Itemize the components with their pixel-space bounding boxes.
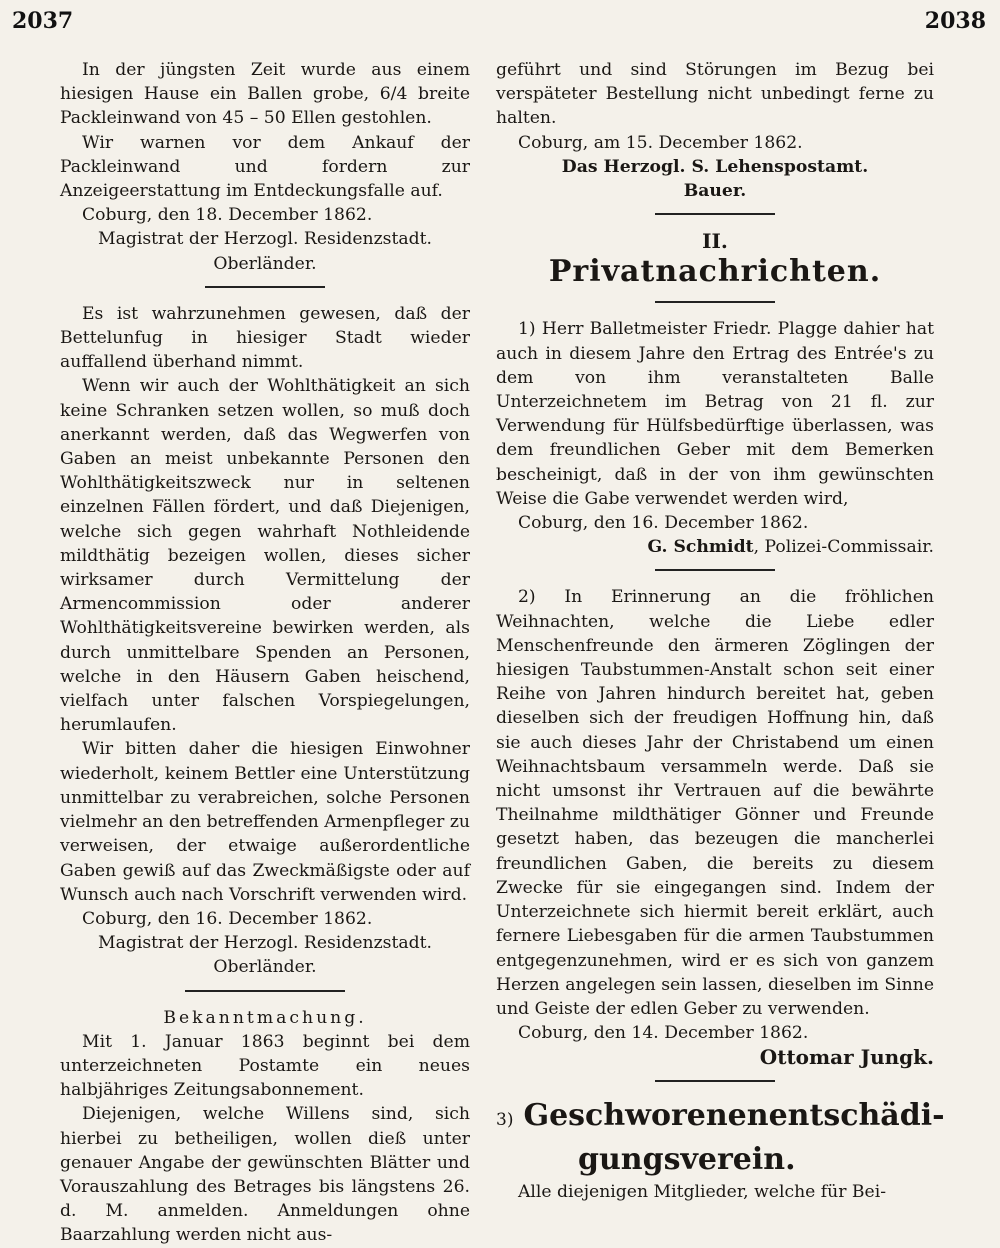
announcement-signature-name: Bauer. bbox=[683, 181, 747, 202]
section-title: Privatnachrichten. bbox=[548, 254, 882, 290]
right-column bbox=[496, 58, 945, 1204]
notice-begging-signature-name: Oberländer. bbox=[213, 957, 317, 978]
private-notice-3-title-line2: gungsverein. bbox=[578, 1141, 796, 1177]
notice-begging-body: Wenn wir auch der Wohlthätigkeit an sich keine Schranken setzen wollen, so muß doch anerkannt werden, daß das Wegwerfen von Gaben an meist unbekannte Personen den Wohlthätigkeitszweck nur in seltenen einzelnen Fällen fördert, und daß Diejenigen, welche sich gegen wahrhaft Nothleidende mildthätig bezeigen wollen, dieses sicher wirksamer durch Vermittelung der Armencommission oder anderer Wohlthätigkeitsvereine bewirken werden, als durch unmittelbare Spenden an Personen, welche in den Häusern Gaben heischend, vielfach unter falschen Vorspiegelungen, herumlaufen. bbox=[60, 376, 470, 736]
private-notice-1-date: Coburg, den 16. December 1862. bbox=[518, 513, 809, 534]
private-notice-1: 1) Herr Balletmeister Friedr. Plagge dahier hat auch in diesem Jahre den Ertrag des Entrée's zu dem von ihm veranstalteten Balle Unterzeichnetem im Betrag von 21 fl. zur Verwendung für Hülfsbedürftige überlassen, was dem freundlichen Geber mit dem Bemerken bescheinigt, daß in der von ihm gewünschten Weise die Gabe verwendet werden wird, bbox=[496, 319, 934, 509]
notice-begging-request: Wir bitten daher die hiesigen Einwohner wiederholt, keinem Bettler eine Unterstützung unmittelbar zu verabreichen, solche Personen vielmehr an den betreffenden Armenpfleger zu verweisen, der etwaige außerordentliche Gaben gewiß auf das Zweckmäßigste oder auf Wunsch auch nach Vorschrift verwenden wird. bbox=[60, 739, 470, 905]
notice-begging-signature-office: Magistrat der Herzogl. Residenzstadt. bbox=[97, 933, 433, 954]
signature-role: , Polizei-Commissair. bbox=[753, 537, 934, 558]
announcement-date: Coburg, am 15. December 1862. bbox=[518, 132, 803, 153]
private-notice-3-number: 3) bbox=[496, 1109, 514, 1130]
private-notice-3-title-line1: Geschworenenentschädi- bbox=[523, 1097, 945, 1133]
announcement-paragraph: Mit 1. Januar 1863 beginnt bei dem unterzeichneten Postamte ein neues halbjähriges Zeitungsabonnement. bbox=[60, 1031, 470, 1101]
page-number-left: 2037 bbox=[12, 8, 74, 34]
separator-rule bbox=[655, 1080, 775, 1082]
private-notice-2-date: Coburg, den 14. December 1862. bbox=[518, 1023, 809, 1044]
separator-rule bbox=[655, 569, 775, 571]
private-notice-3-heading bbox=[496, 1096, 945, 1180]
signature-name: G. Schmidt bbox=[647, 537, 754, 558]
separator-rule bbox=[185, 990, 345, 992]
notice-theft-date: Coburg, den 18. December 1862. bbox=[82, 205, 373, 226]
notice-theft-signature-name: Oberländer. bbox=[213, 253, 317, 274]
private-notice-3-text: Alle diejenigen Mitglieder, welche für Bei- bbox=[518, 1181, 887, 1202]
announcement-instructions: Diejenigen, welche Willens sind, sich hierbei zu betheiligen, wollen dieß unter genauer Angabe der gewünschten Blätter und Vorauszahlung des Betrages bis längstens 26. d. M. anmelden. Anmeldungen ohne Baarzahlung werden nicht aus- bbox=[60, 1104, 470, 1246]
separator-rule bbox=[655, 301, 775, 303]
left-column bbox=[60, 58, 470, 1248]
notice-begging-intro: Es ist wahrzunehmen gewesen, daß der Bettelunfug in hiesiger Stadt wieder auffallend überhand nimmt. bbox=[60, 303, 470, 373]
notice-theft-warning: Wir warnen vor dem Ankauf der Packleinwand und fordern zur Anzeigeerstattung im Entdeckungsfalle auf. bbox=[60, 132, 470, 202]
section-numeral: II. bbox=[702, 229, 728, 254]
private-notice-2-signature: Ottomar Jungk. bbox=[759, 1045, 934, 1070]
private-notice-1-signature bbox=[496, 535, 934, 559]
separator-rule bbox=[655, 213, 775, 215]
notice-begging-date: Coburg, den 16. December 1862. bbox=[82, 908, 373, 929]
notice-theft-paragraph: In der jüngsten Zeit wurde aus einem hiesigen Hause ein Ballen grobe, 6/4 breite Packleinwand von 45 – 50 Ellen gestohlen. bbox=[60, 60, 470, 129]
private-notice-2: 2) In Erinnerung an die fröhlichen Weihnachten, welche die Liebe edler Menschenfreunde den ärmeren Zöglingen der hiesigen Taubstummen-Anstalt schon seit einer Reihe von Jahren hindurch bereitet hat, geben dieselben sich der freudigen Hoffnung hin, daß sie auch dieses Jahr der Christabend um einen Weihnachtsbaum versammeln werde. Daß sie nicht umsonst ihr Vertrauen auf die bewährte Theilnahme mildthätiger Gönner und Freunde gesetzt haben, das bezeugen die mancherlei freundlichen Gaben, die bereits zu diesem Zwecke für sie eingegangen sind. Indem der Unterzeichnete sich hiermit bereit erklärt, auch fernere Liebesgaben für die armen Taubstummen entgegenzunehmen, wird er es sich von ganzem Herzen angelegen sein lassen, dieselben im Sinne und Geiste der edlen Geber zu verwenden. bbox=[496, 587, 934, 1019]
notice-theft-signature-office: Magistrat der Herzogl. Residenzstadt. bbox=[97, 229, 433, 250]
announcement-signature-office: Das Herzogl. S. Lehenspostamt. bbox=[561, 156, 869, 177]
announcement-continuation: geführt und sind Störungen im Bezug bei verspäteter Bestellung nicht unbedingt ferne zu halten. bbox=[496, 60, 934, 129]
announcement-heading: Bekanntmachung. bbox=[163, 1007, 367, 1028]
page-number-right: 2038 bbox=[924, 8, 986, 34]
separator-rule bbox=[205, 286, 325, 288]
